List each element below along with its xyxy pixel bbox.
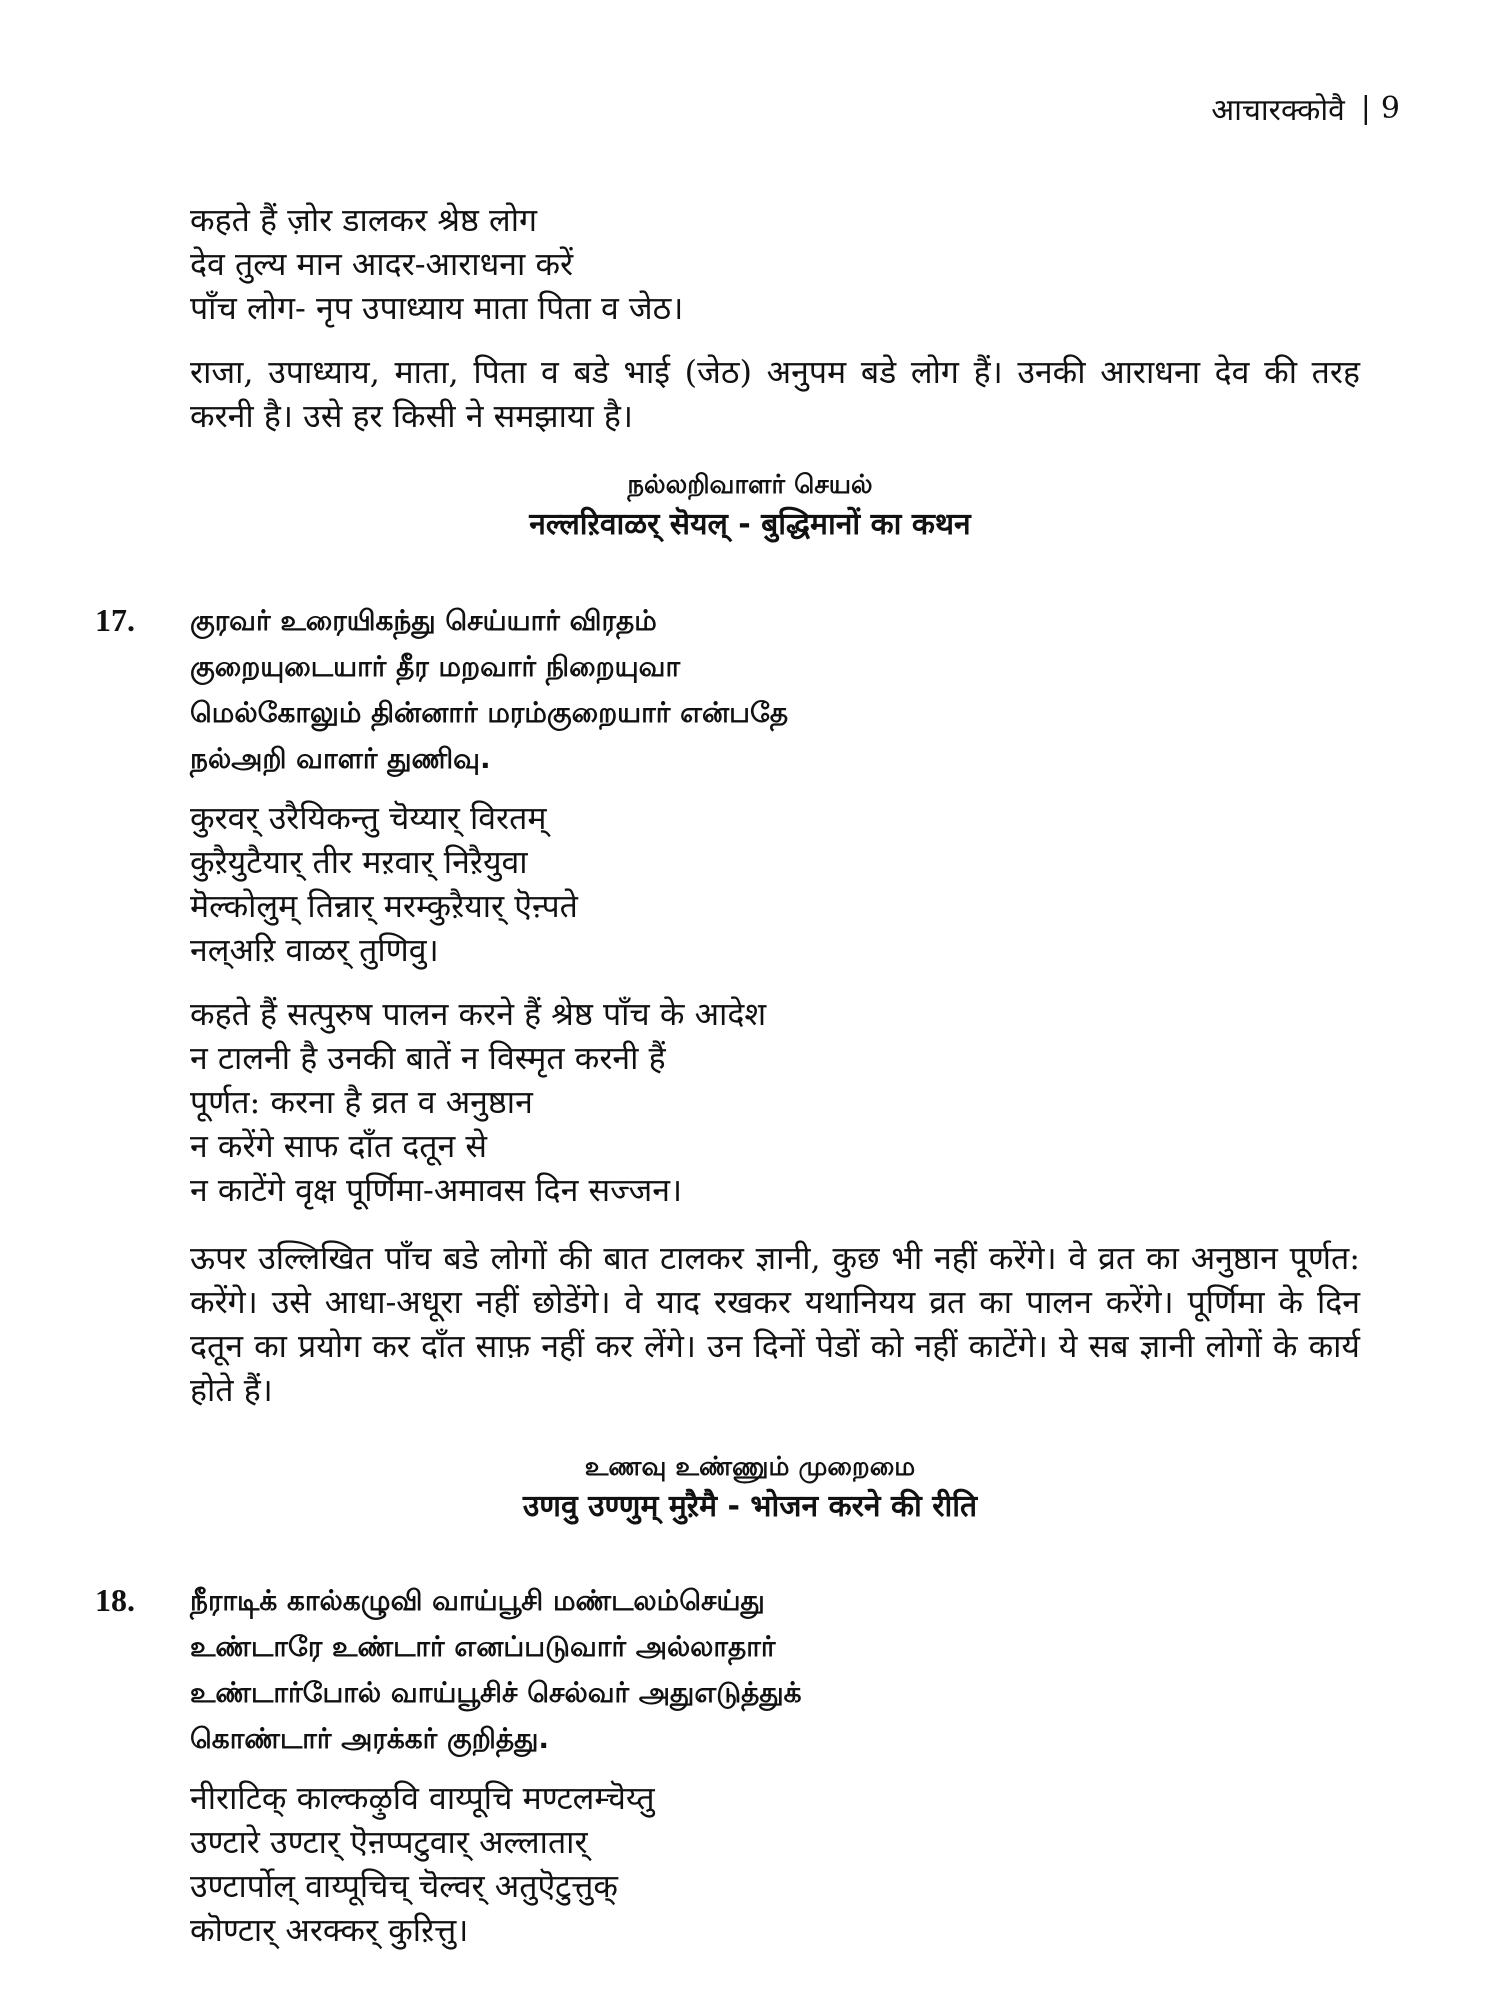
translit-line: कुऱैयुटैयार् तीर मऱवार् निऱैयुवा: [190, 843, 528, 881]
tamil-line: நல்அறி வாளர் துணிவு.: [190, 742, 491, 775]
header-title: आचारक्कोवै: [1211, 93, 1345, 128]
heading-tamil: நல்லறிவாளர் செயல்: [627, 470, 873, 500]
verse-line: देव तुल्य मान आदर-आराधना करें: [190, 245, 574, 283]
transliteration-17: [190, 796, 1360, 972]
section-heading-18: [0, 1448, 1500, 1528]
translit-line: कुरवर् उरैयिकन्तु चॆय्यार् विरतम्: [190, 799, 547, 837]
verse-line: कहते हैं सत्पुरुष पालन करने हैं श्रेष्ठ पाँच के आदेश: [190, 995, 767, 1033]
verse-line: न करेंगे साफ दाँत दतून से: [190, 1127, 488, 1165]
section-heading-17: [0, 466, 1500, 546]
translit-line: नल्अऱि वाळर् तुणिवु।: [190, 931, 439, 969]
verse-number: 18.: [95, 1582, 135, 1618]
tamil-line: கொண்டார் அரக்கர் குறித்து.: [190, 1722, 549, 1755]
heading-tamil: உணவு உண்ணும் முறைமை: [584, 1452, 916, 1482]
verse-line: न टालनी है उनकी बातें न विस्मृत करनी हैं: [190, 1039, 666, 1077]
translit-line: मॆल्कोलुम् तिन्नार् मरम्कुऱैयार् ऎऩ्पते: [190, 887, 578, 925]
heading-hindi: उणवु उण्णुम् मुऱैमै - भोजन करने की रीति: [522, 1489, 978, 1524]
intro-prose: राजा, उपाध्याय, माता, पिता व बडे भाई (जेठ) अनुपम बडे लोग हैं। उनकी आराधना देव की तरह करनी है। उसे हर किसी ने समझाया है।: [190, 353, 1360, 435]
translit-line: उण्टार्पोल् वाय्पूचिच् चॆल्वर् अतुऎटुत्तुक्: [190, 1867, 618, 1905]
running-header: [1211, 88, 1400, 129]
transliteration-18: [190, 1776, 1360, 1952]
page-number: 9: [1380, 91, 1400, 126]
tamil-line: குறையுடையார் தீர மறவார் நிறையுவா: [190, 650, 681, 683]
verse-line: न काटेंगे वृक्ष पूर्णिमा-अमावस दिन सज्जन।: [190, 1171, 683, 1209]
intro-verse: [190, 198, 1360, 330]
verse-line: पाँच लोग- नृप उपाध्याय माता पिता व जेठ।: [190, 289, 684, 327]
translit-line: नीराटिक् काल्कऴुवि वाय्पूचि मण्टलम्चॆय्तु: [190, 1779, 655, 1817]
heading-hindi: नल्लऱिवाळर् सॆयल् - बुद्धिमानों का कथन: [529, 507, 971, 542]
tamil-verse-17: [190, 598, 1360, 782]
verse-number: 17.: [95, 602, 135, 638]
tamil-line: உண்டாரே உண்டார் எனப்படுவார் அல்லாதார்: [190, 1630, 776, 1663]
verse-line: पूर्णत: करना है व्रत व अनुष्ठान: [190, 1083, 533, 1121]
prose-17: ऊपर उल्लिखित पाँच बडे लोगों की बात टालकर ज्ञानी, कुछ भी नहीं करेंगे। वे व्रत का अनुष्ठान पूर्णत: करेंगे। उसे आधा-अधूरा नहीं छोडेंगे। वे याद रखकर यथानियय व्रत का पालन करेंगे। पूर्णिमा के दिन दतून का प्रयोग कर दाँत साफ़ नहीं कर लेंगे। उन दिनों पेडों को नहीं काटेंगे। ये सब ज्ञानी लोगों के कार्य होते हैं।: [190, 1239, 1360, 1409]
tamil-line: மெல்கோலும் தின்னார் மரம்குறையார் என்பதே: [190, 696, 789, 729]
hindi-verse-17: [190, 992, 1360, 1212]
tamil-line: உண்டார்போல் வாய்பூசிச் செல்வர் அதுஎடுத்துக்: [190, 1676, 802, 1709]
translit-line: कॊण्टार् अरक्कर् कुऱित्तु।: [190, 1911, 469, 1949]
header-separator: |: [1360, 91, 1371, 126]
tamil-line: நீராடிக் கால்கழுவி வாய்பூசி மண்டலம்செய்து: [190, 1584, 765, 1617]
tamil-verse-18: [190, 1578, 1360, 1762]
translit-line: उण्टारे उण्टार् ऎऩप्पटुवार् अल्लातार्: [190, 1823, 588, 1861]
tamil-line: குரவர் உரையிகந்து செய்யார் விரதம்: [190, 604, 657, 637]
verse-line: कहते हैं ज़ोर डालकर श्रेष्ठ लोग: [190, 201, 538, 239]
